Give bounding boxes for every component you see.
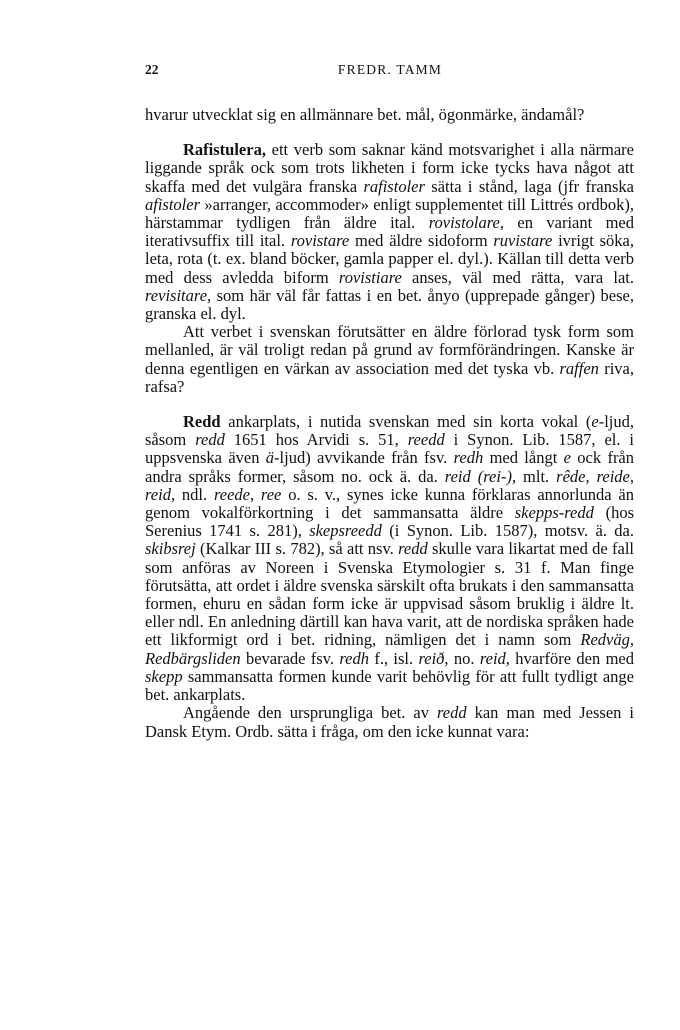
paragraph-rafistulera [145,141,634,323]
text-run: riva, rafsa? [145,358,634,396]
text-run: bevarade fsv. [240,648,340,668]
italic-term: skibsrej [145,539,196,559]
italic-term: reið, [418,648,449,668]
headword: Rafistulera, [183,140,266,160]
text-run: sammansatta formen kunde varit behövlig för att fullt tydligt ange bet. ankarplats. [145,666,634,705]
italic-term: rovistolare, [428,213,505,233]
text-run: (Kalkar III s. 782), så att nsv. [195,539,399,559]
running-head: FREDR. TAMM [337,62,443,77]
italic-term: rovistare [290,231,350,251]
italic-term: e [563,448,571,468]
italic-term: reid (rei-), [444,466,517,486]
paragraph-rafistulera-continued [145,323,634,396]
text-run: f., isl. [369,648,419,668]
page-header [145,62,635,82]
text-run: »arranger, accommoder» enligt supplementet till Littrés ordbok), härstammar tydligen från äldre ital. [145,194,634,233]
text-run: (hos Serenius 1741 s. 281), [145,503,634,541]
italic-term: e [591,412,599,432]
italic-term: raffen [559,358,599,378]
text-run: med långt [483,448,564,468]
paragraph-redd-continued [145,704,634,740]
headword: Redd [183,412,221,432]
text-run: -ljud, såsom [145,412,634,450]
italic-term: redh [339,648,369,668]
italic-term: reede, ree [213,484,282,504]
italic-term: reid, [479,648,510,668]
text-run: ock från andra språks former, såsom no. ock ä. da. [145,448,635,486]
italic-term: ä [265,448,275,468]
text-run: som här väl får fattas i en bet. ånyo (upprepade gånger) bese, granska el. dyl. [145,285,634,324]
italic-term: skepp [145,666,183,686]
paragraph-intro [145,106,634,124]
text-run: (i Synon. Lib. 1587), motsv. ä. da. [381,521,634,541]
body-text [145,106,634,741]
text-run: ett verb som saknar känd motsvarighet i alla närmare liggande språk ock som trots likheten i form icke tycks hava något att skaffa med det vulgära franska [145,140,634,196]
text-run: en variant med iterativsuffix till ital. [145,213,634,251]
text-run: hvarur utvecklat sig en allmännare bet. mål, ögonmärke, ändamål? [145,105,585,124]
italic-term: skepps-redd [514,503,594,523]
text-run: mlt. [516,466,557,486]
text-run: ivrigt söka, leta, rota (t. ex. bland böcker, gamla papper el. dyl.). Källan till detta verb med dess avledda biform [145,231,634,287]
page-number: 22 [145,62,159,77]
italic-term: rafistoler [363,176,425,196]
text-run: hvarföre den med [509,648,634,668]
italic-term: reedd [407,430,445,450]
italic-term: Redväg, Redbärgsliden [145,630,634,668]
text-run: i Synon. Lib. 1587, el. i uppsvenska även [145,430,635,468]
italic-term: revisitare, [145,285,212,305]
italic-term: rêde, reide, reid, [145,466,634,504]
text-run: -ljud) avvikande från fsv. [274,448,454,468]
text-run: ndl. [175,484,214,504]
italic-term: redh [453,448,484,468]
text-run: sätta i stånd, laga (jfr franska [424,176,635,196]
text-run: anses, väl med rätta, vara lat. [401,267,634,287]
italic-term: redd [195,430,225,450]
italic-term: redd [436,703,467,723]
italic-term: ruvistare [493,231,553,251]
text-run: skulle vara likartat med de fall som anföras av Noreen i Svenska Etymologier s. 31 f. Man finge förutsätta, att ordet i äldre svenska särskilt ofta brukats i den sammansatta formen, ehuru en sådan form icke är uppvisad såsom bruklig i äldre lt. eller ndl. En anledning därtill kan hava varit, att de nordiska språken hade ett likformigt ord i bet. ridning, nämligen det i namn som [145,539,634,650]
italic-term: rovistiare [338,267,402,287]
text-run: ankarplats, i nutida svenskan med sin korta vokal ( [220,412,592,432]
italic-term: skepsreedd [309,521,382,541]
text-run: 1651 hos Arvidi s. 51, [224,430,408,450]
italic-term: redd [398,539,428,559]
paragraph-redd [145,413,634,704]
text-run: no. [448,648,480,668]
text-run: Att verbet i svenskan förutsätter en äldre förlorad tysk form som mellanled, är väl troligt redan på grund av formförändringen. Kanske är denna egentligen en värkan av association med det tyska vb. [145,322,634,378]
text-run: kan man med Jessen i Dansk Etym. Ordb. sätta i fråga, om den icke kunnat vara: [145,703,634,741]
text-run: med äldre sidoform [349,231,494,251]
text-run: Angående den ursprungliga bet. av [183,703,437,723]
italic-term: afistoler [145,194,201,214]
text-run: o. s. v., synes icke kunna förklaras annorlunda än genom vokalförkortning i det sammansatta äldre [145,484,634,523]
